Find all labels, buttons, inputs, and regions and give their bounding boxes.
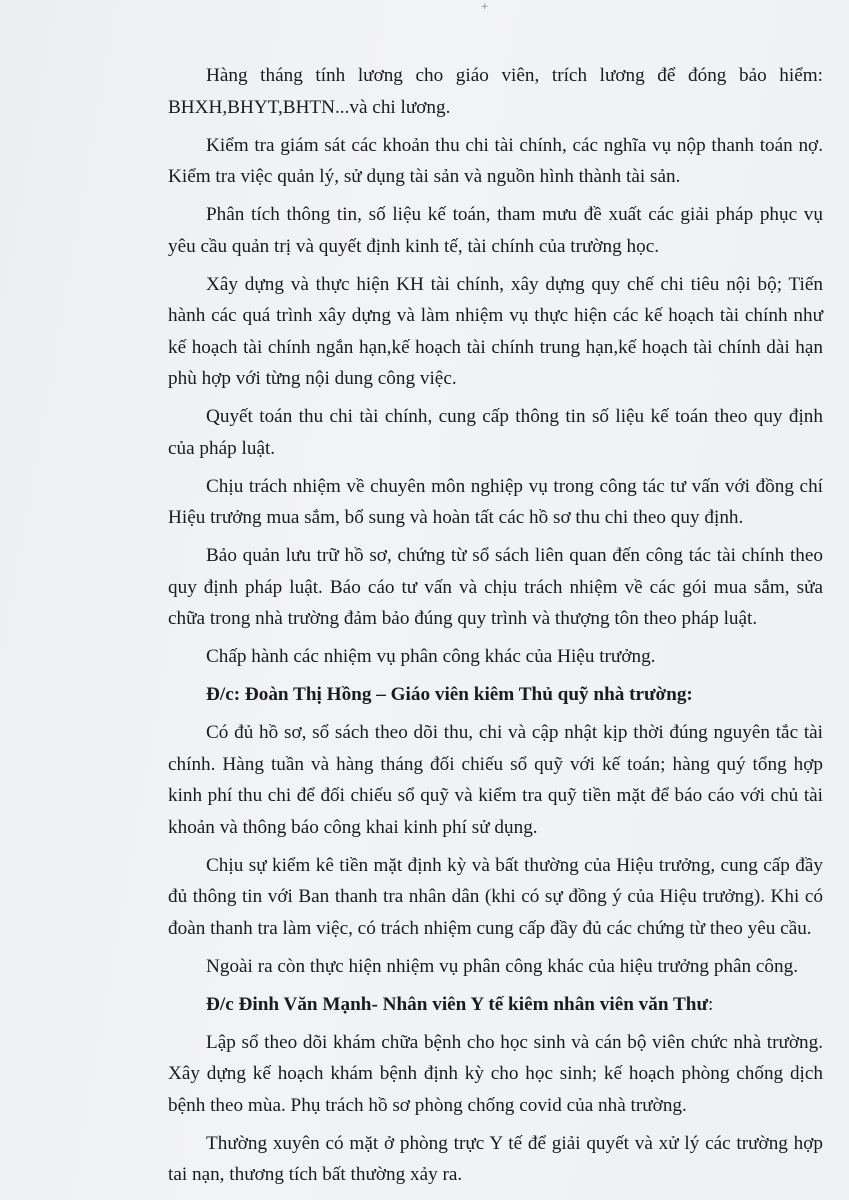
paragraph: Lập sổ theo dõi khám chữa bệnh cho học sinh và cán bộ viên chức nhà trường. Xây dựng kế hoạch khám bệnh định kỳ cho học sinh; kế hoạch phòng chống dịch bệnh theo mùa. Phụ trách hồ sơ phòng chống covid của nhà trường. xyxy=(168,1031,823,1116)
paragraph: Chấp hành các nhiệm vụ phân công khác của Hiệu trưởng. xyxy=(206,646,656,667)
paragraph: Chịu trách nhiệm về chuyên môn nghiệp vụ trong công tác tư vấn với đồng chí Hiệu trưởng mua sắm, bổ sung và hoàn tất các hồ sơ thu chi theo quy định. xyxy=(168,475,823,528)
paragraph: Xây dựng và thực hiện KH tài chính, xây dựng quy chế chi tiêu nội bộ; Tiến hành các quá trình xây dựng và làm nhiệm vụ thực hiện các kế hoạch tài chính như kế hoạch tài chính ngắn hạn,kế hoạch tài chính trung hạn,kế hoạch tài chính dài hạn phù hợp với từng nội dung công việc. xyxy=(168,273,823,389)
paragraph: Bảo quản lưu trữ hồ sơ, chứng từ sổ sách liên quan đến công tác tài chính theo quy định pháp luật. Báo cáo tư vấn và chịu trách nhiệm về các gói mua sắm, sửa chữa trong nhà trường đảm bảo đúng quy trình và thượng tôn theo pháp luật. xyxy=(168,545,823,629)
paragraph: Kiểm tra giám sát các khoản thu chi tài chính, các nghĩa vụ nộp thanh toán nợ. Kiểm tra việc quản lý, sử dụng tài sản và nguồn hình thành tài sản. xyxy=(168,134,823,187)
section-heading-medical-text: Đ/c Đinh Văn Mạnh- Nhân viên Y tế kiêm nhân viên văn Thư xyxy=(206,993,708,1015)
section-heading-medical xyxy=(168,989,823,1021)
paragraph: Phân tích thông tin, số liệu kế toán, tham mưu đề xuất các giải pháp phục vụ yêu cầu quản trị và quyết định kinh tế, tài chính của trường học. xyxy=(168,204,823,257)
paragraph: Chịu sự kiểm kê tiền mặt định kỳ và bất thường của Hiệu trưởng, cung cấp đầy đủ thông tin với Ban thanh tra nhân dân (khi có sự đồng ý của Hiệu trưởng). Khi có đoàn thanh tra làm việc, có trách nhiệm cung cấp đầy đủ các chứng từ theo yêu cầu. xyxy=(168,854,823,939)
paragraph: Hàng tháng tính lương cho giáo viên, trích lương để đóng bảo hiểm: BHXH,BHYT,BHTN...và chi lương. xyxy=(168,65,823,118)
paragraph: Ngoài ra còn thực hiện nhiệm vụ phân công khác của hiệu trưởng phân công. xyxy=(206,955,799,977)
paragraph: Quyết toán thu chi tài chính, cung cấp thông tin số liệu kế toán theo quy định của pháp luật. xyxy=(168,406,823,459)
page-mark: + xyxy=(481,2,489,12)
document-body xyxy=(168,60,823,1197)
section-heading-treasurer: Đ/c: Đoàn Thị Hồng – Giáo viên kiêm Thủ quỹ nhà trường: xyxy=(206,684,693,705)
section-heading-medical-colon: : xyxy=(707,993,714,1015)
paragraph: Thường xuyên có mặt ở phòng trực Y tế để giải quyết và xử lý các trường hợp tai nạn, thương tích bất thường xảy ra. xyxy=(168,1132,823,1185)
paragraph: Có đủ hồ sơ, sổ sách theo dõi thu, chi và cập nhật kịp thời đúng nguyên tắc tài chính. Hàng tuần và hàng tháng đối chiếu sổ quỹ với kế toán; hàng quý tổng hợp kinh phí thu chi để đối chiếu sổ quỹ và kiểm tra quỹ tiền mặt để báo cáo với chủ tài khoản và thông báo công khai kinh phí sử dụng. xyxy=(168,722,823,838)
